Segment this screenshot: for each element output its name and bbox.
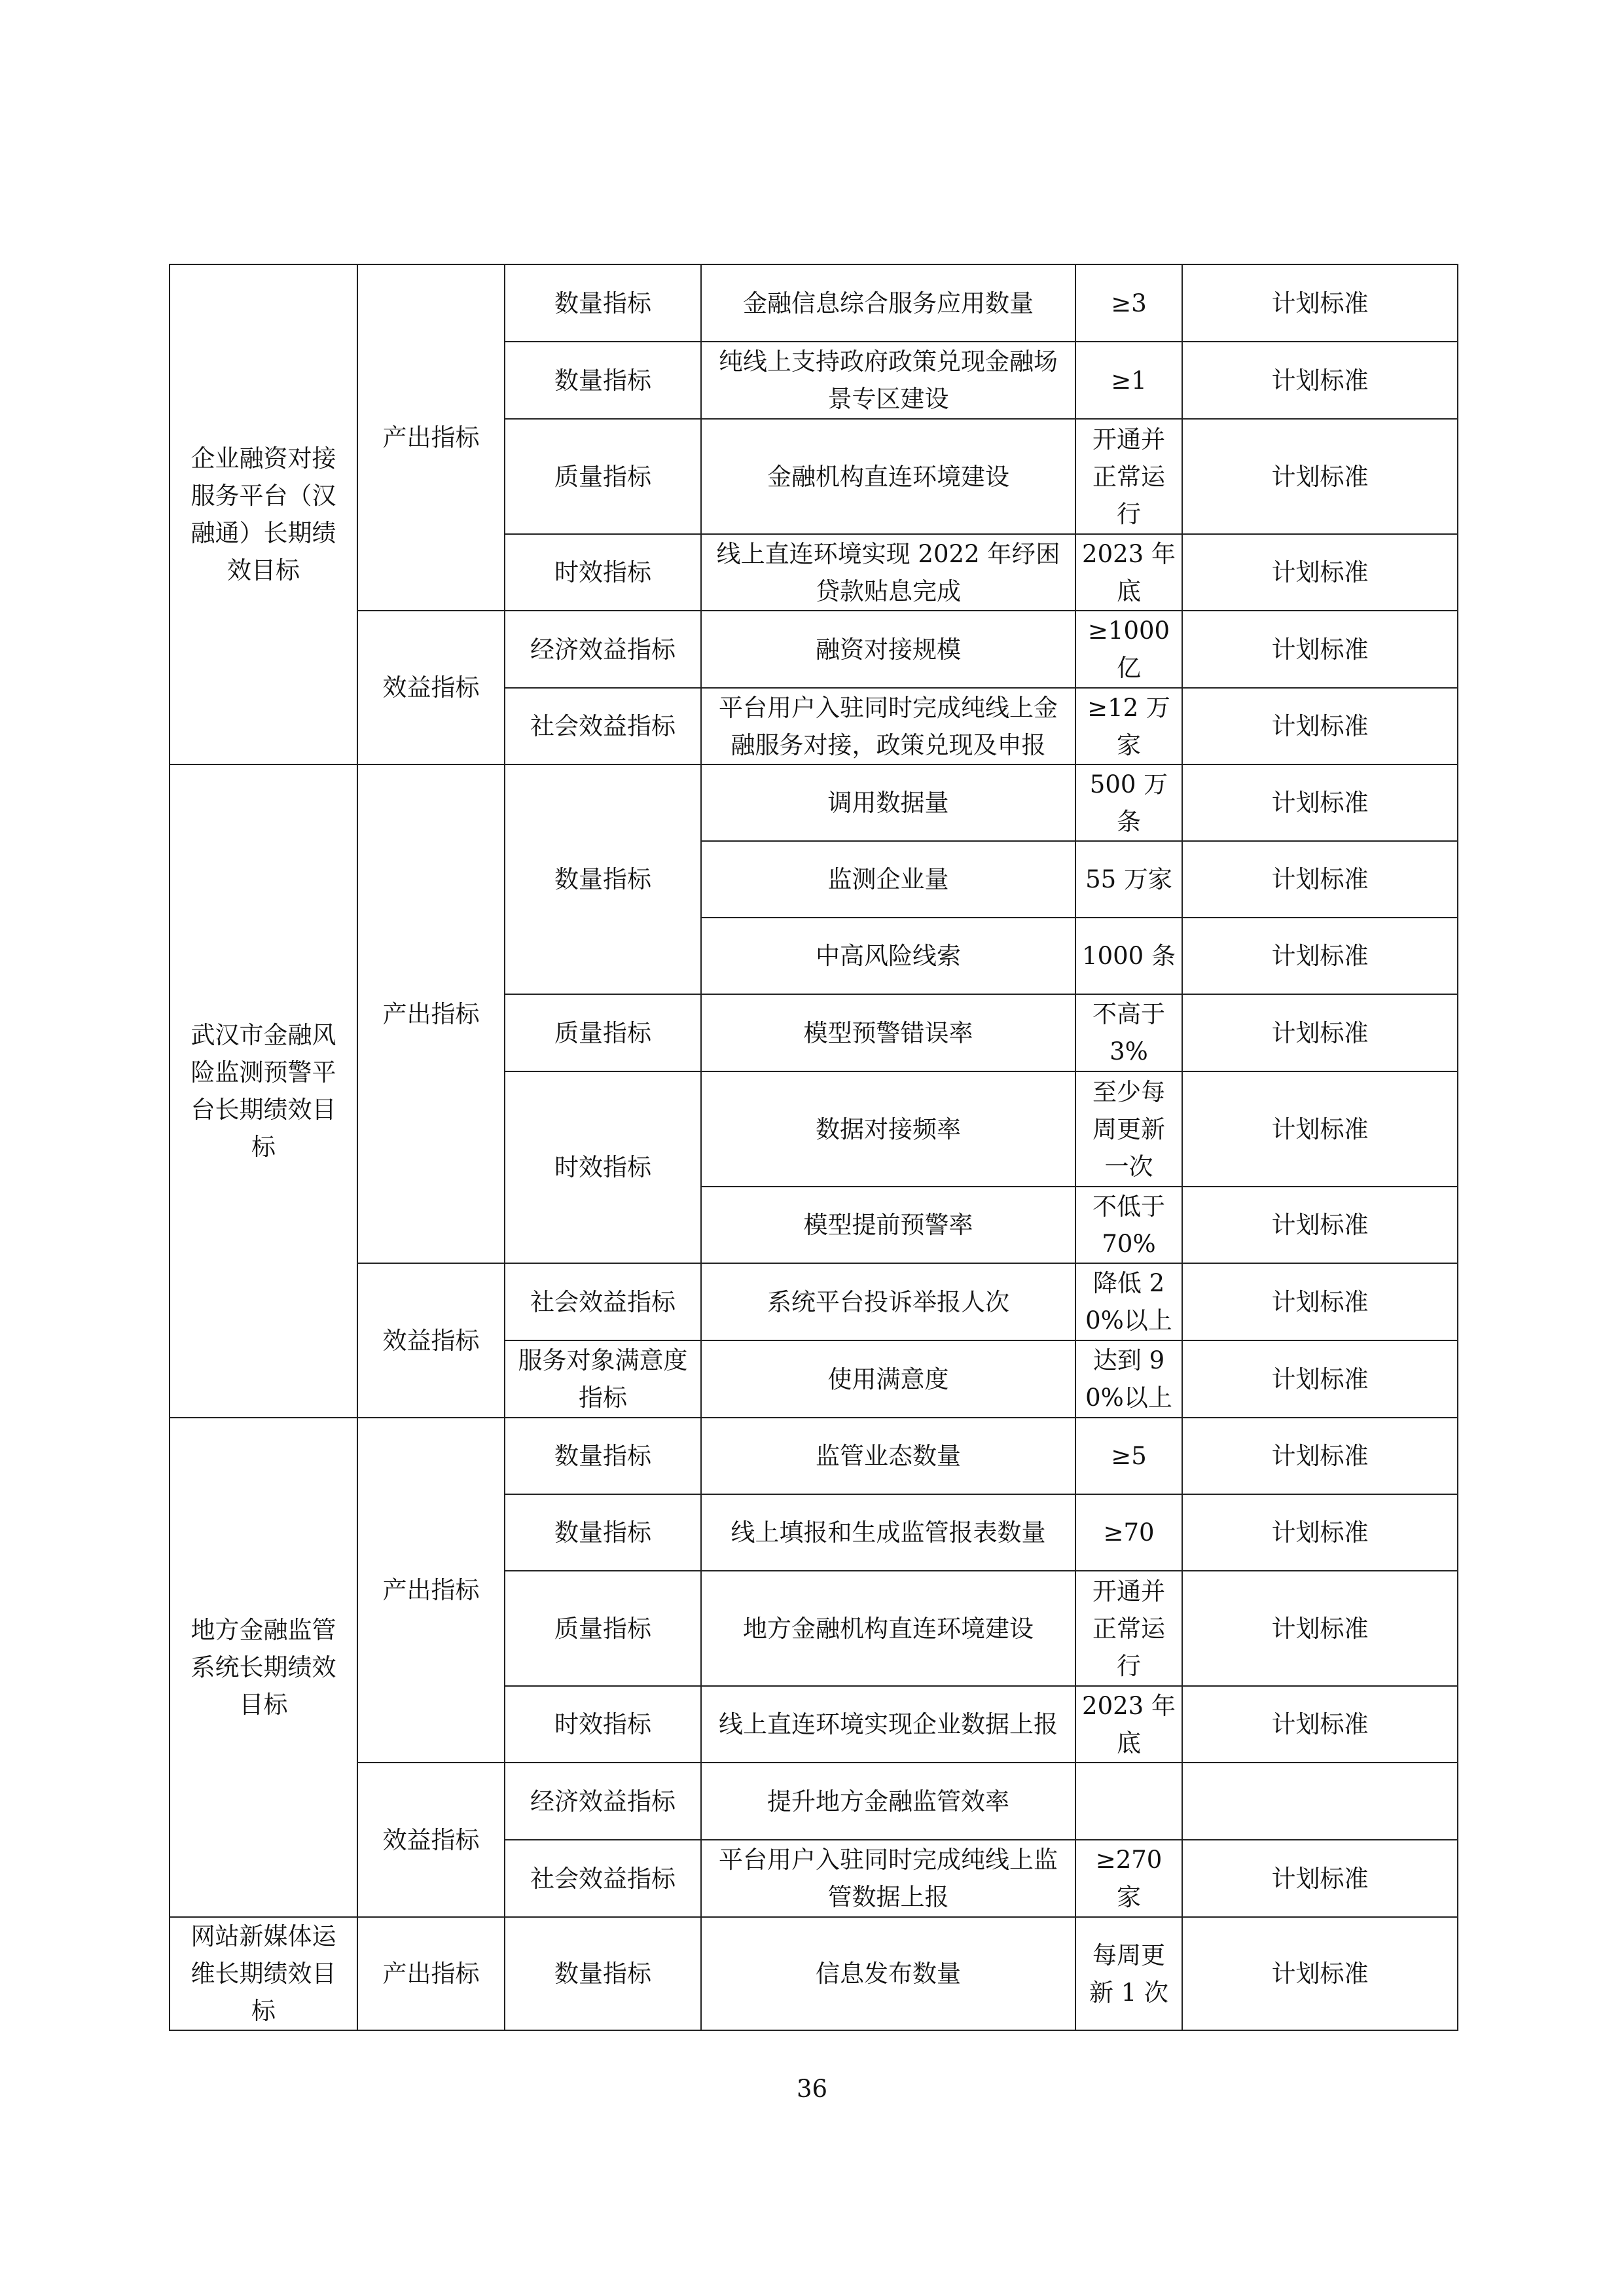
level3-indicator-cell: 金融信息综合服务应用数量 [701,264,1075,342]
target-value-cell: ≥3 [1075,264,1182,342]
target-value-cell: 降低 20%以上 [1075,1263,1182,1340]
standard-cell: 计划标准 [1182,841,1458,918]
table-row [170,1763,1458,1840]
level1-indicator-cell: 产出指标 [357,1917,505,2030]
table-row [170,264,1458,342]
target-value-cell: ≥5 [1075,1418,1182,1494]
level2-indicator-cell: 时效指标 [505,534,701,611]
target-value-cell: ≥270 家 [1075,1840,1182,1917]
target-value-cell: 1000 条 [1075,918,1182,994]
target-value-cell: 不低于 70% [1075,1187,1182,1263]
target-value-cell: ≥12 万家 [1075,688,1182,764]
target-value-cell: 55 万家 [1075,841,1182,918]
level2-indicator-cell: 服务对象满意度指标 [505,1340,701,1418]
level3-indicator-cell: 线上直连环境实现 2022 年纾困贷款贴息完成 [701,534,1075,611]
level2-indicator-cell: 数量指标 [505,264,701,342]
target-value-cell: 至少每周更新一次 [1075,1071,1182,1187]
standard-cell: 计划标准 [1182,994,1458,1071]
standard-cell: 计划标准 [1182,1418,1458,1494]
level3-indicator-cell: 模型预警错误率 [701,994,1075,1071]
standard-cell: 计划标准 [1182,1071,1458,1187]
level3-indicator-cell: 线上直连环境实现企业数据上报 [701,1686,1075,1763]
level1-indicator-cell: 产出指标 [357,1418,505,1763]
project-name-cell: 武汉市金融风险监测预警平台长期绩效目标 [170,764,357,1418]
standard-cell: 计划标准 [1182,1917,1458,2030]
level3-indicator-cell: 模型提前预警率 [701,1187,1075,1263]
level2-indicator-cell: 质量指标 [505,419,701,534]
target-value-cell: ≥70 [1075,1494,1182,1571]
level1-indicator-cell: 效益指标 [357,611,505,764]
level3-indicator-cell: 融资对接规模 [701,611,1075,688]
standard-cell: 计划标准 [1182,1187,1458,1263]
level3-indicator-cell: 监测企业量 [701,841,1075,918]
project-name-cell: 企业融资对接服务平台（汉融通）长期绩效目标 [170,264,357,764]
standard-cell: 计划标准 [1182,1494,1458,1571]
level2-indicator-cell: 时效指标 [505,1071,701,1263]
target-value-cell: 达到 90%以上 [1075,1340,1182,1418]
level2-indicator-cell: 质量指标 [505,1571,701,1686]
level3-indicator-cell: 提升地方金融监管效率 [701,1763,1075,1840]
level1-indicator-cell: 效益指标 [357,1763,505,1917]
page-number: 36 [796,2075,828,2103]
target-value-cell: 每周更新 1 次 [1075,1917,1182,2030]
table-row [170,1263,1458,1340]
level1-indicator-cell: 效益指标 [357,1263,505,1418]
table-row [170,1418,1458,1494]
standard-cell: 计划标准 [1182,1340,1458,1418]
level2-indicator-cell: 质量指标 [505,994,701,1071]
standard-cell: 计划标准 [1182,264,1458,342]
level2-indicator-cell: 数量指标 [505,1494,701,1571]
performance-target-table [169,264,1458,2031]
target-value-cell: 2023 年底 [1075,534,1182,611]
level3-indicator-cell: 使用满意度 [701,1340,1075,1418]
standard-cell: 计划标准 [1182,764,1458,841]
level2-indicator-cell: 数量指标 [505,1917,701,2030]
level2-indicator-cell: 社会效益指标 [505,688,701,764]
project-name-cell: 地方金融监管系统长期绩效目标 [170,1418,357,1917]
table-body [170,264,1458,2030]
standard-cell: 计划标准 [1182,688,1458,764]
target-value-cell [1075,1763,1182,1840]
standard-cell: 计划标准 [1182,1263,1458,1340]
level3-indicator-cell: 平台用户入驻同时完成纯线上金融服务对接，政策兑现及申报 [701,688,1075,764]
level2-indicator-cell: 数量指标 [505,764,701,994]
standard-cell: 计划标准 [1182,1840,1458,1917]
standard-cell: 计划标准 [1182,1571,1458,1686]
table-row [170,1917,1458,2030]
level2-indicator-cell: 数量指标 [505,1418,701,1494]
level3-indicator-cell: 数据对接频率 [701,1071,1075,1187]
level3-indicator-cell: 监管业态数量 [701,1418,1075,1494]
level2-indicator-cell: 经济效益指标 [505,1763,701,1840]
standard-cell: 计划标准 [1182,419,1458,534]
level2-indicator-cell: 社会效益指标 [505,1840,701,1917]
level2-indicator-cell: 数量指标 [505,342,701,419]
level2-indicator-cell: 经济效益指标 [505,611,701,688]
level1-indicator-cell: 产出指标 [357,764,505,1263]
level3-indicator-cell: 纯线上支持政府政策兑现金融场景专区建设 [701,342,1075,419]
level3-indicator-cell: 金融机构直连环境建设 [701,419,1075,534]
level3-indicator-cell: 调用数据量 [701,764,1075,841]
level3-indicator-cell: 中高风险线索 [701,918,1075,994]
target-value-cell: 500 万条 [1075,764,1182,841]
target-value-cell: 开通并正常运行 [1075,419,1182,534]
level3-indicator-cell: 平台用户入驻同时完成纯线上监管数据上报 [701,1840,1075,1917]
level3-indicator-cell: 线上填报和生成监管报表数量 [701,1494,1075,1571]
standard-cell: 计划标准 [1182,534,1458,611]
level1-indicator-cell: 产出指标 [357,264,505,611]
target-value-cell: ≥1 [1075,342,1182,419]
standard-cell: 计划标准 [1182,342,1458,419]
level2-indicator-cell: 社会效益指标 [505,1263,701,1340]
level2-indicator-cell: 时效指标 [505,1686,701,1763]
standard-cell: 计划标准 [1182,611,1458,688]
table-row [170,611,1458,688]
target-value-cell: 2023 年底 [1075,1686,1182,1763]
level3-indicator-cell: 信息发布数量 [701,1917,1075,2030]
level3-indicator-cell: 系统平台投诉举报人次 [701,1263,1075,1340]
target-value-cell: 开通并正常运行 [1075,1571,1182,1686]
target-value-cell: 不高于 3% [1075,994,1182,1071]
standard-cell: 计划标准 [1182,1686,1458,1763]
project-name-cell: 网站新媒体运维长期绩效目标 [170,1917,357,2030]
standard-cell: 计划标准 [1182,918,1458,994]
target-value-cell: ≥1000 亿 [1075,611,1182,688]
table-row [170,764,1458,841]
level3-indicator-cell: 地方金融机构直连环境建设 [701,1571,1075,1686]
standard-cell [1182,1763,1458,1840]
